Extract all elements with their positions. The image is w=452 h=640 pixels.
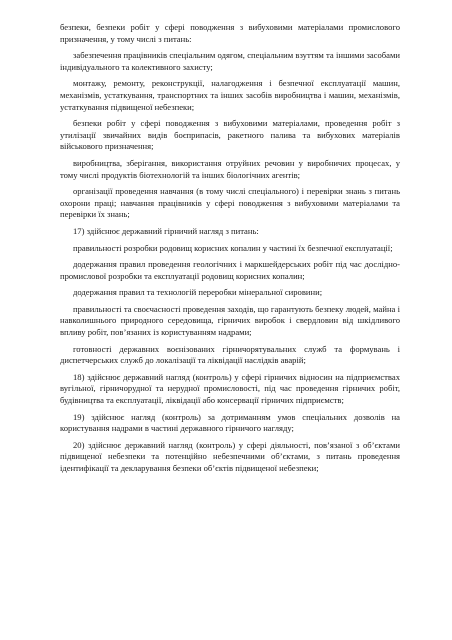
paragraph-item-18: 18) здійснює державний нагляд (контроль) у сфері гірничих відносин на підприємствах вугільної, гірничорудної та нерудної промисловості, під час проведення гірничих робіт, будівництва та експлуатації, ліквідації або консервації гірничих підприємств; [60, 371, 400, 406]
paragraph-explosives-safety: безпеки робіт у сфері поводження з вибуховими матеріалами, проведення робіт з утилізації звичайних видів боєприпасів, ракетного палива та вибухових матеріалів військового призначення; [60, 118, 400, 152]
paragraph-protective-equipment: забезпечення працівників спеціальним одягом, спеціальним взуттям та іншими засобами індивідуального та колективного захисту; [60, 50, 400, 72]
document-page [60, 22, 400, 480]
paragraph-mineral-deposits: правильності розробки родовищ корисних копалин у частині їх безпечної експлуатації; [73, 242, 393, 253]
paragraph-training: організації проведення навчання (в тому числі спеціального) і перевірки знань з питань охорони праці; навчання працівників у сфері поводження з вибуховими матеріалами та перевірки їх знань; [60, 186, 400, 220]
paragraph-rescue-readiness: готовності державних воєнізованих гірничорятувальних служб та формувань і диспетчерських служб до локалізації та ліквідації наслідків аварій; [60, 343, 400, 366]
paragraph-mineral-processing: додержання правил та технологій переробки мінеральної сировини; [73, 287, 323, 298]
paragraph-toxic-substances: виробництва, зберігання, використання отруйних речовин у виробничих процесах, у тому числі продуктів біотехнологій та інших біологічних агентів; [60, 157, 400, 180]
paragraph-safety-measures: правильності та своєчасності проведення заходів, що гарантують безпеку людей, майна і навколишнього природного середовища, гірничих виробок і свердловин від шкідливого впливу робіт, пов’язаних із користуванням надрами; [60, 303, 400, 338]
paragraph-item-20: 20) здійснює державний нагляд (контроль) у сфері діяльності, пов’язаної з об’єктами підвищеної небезпеки та потенційно небезпечними об’єктами, з питань проведення ідентифікації та декларування безпеки об’єктів підвищеної небезпеки; [60, 439, 400, 473]
paragraph-geological-works: додержання правил проведення геологічних і маркшейдерських робіт під час дослідно-промислової розробки та експлуатації родовищ корисних копалин; [60, 259, 400, 281]
paragraph-continuation: безпеки, безпеки робіт у сфері поводження з вибуховими матеріалами промислового призначення, у тому числі з питань: [60, 22, 400, 44]
paragraph-machinery: монтажу, ремонту, реконструкції, налагодження і безпечної експлуатації машин, механізмів, устаткування, транспортних та інших засобів виробництва і машин, механізмів, устаткування підвищеної небезпеки; [60, 78, 400, 112]
paragraph-item-17: 17) здійснює державний гірничий нагляд з питань: [73, 225, 259, 236]
paragraph-item-19: 19) здійснює нагляд (контроль) за дотриманням умов спеціальних дозволів на користування надрами в частині державного гірничого нагляду; [60, 411, 400, 434]
